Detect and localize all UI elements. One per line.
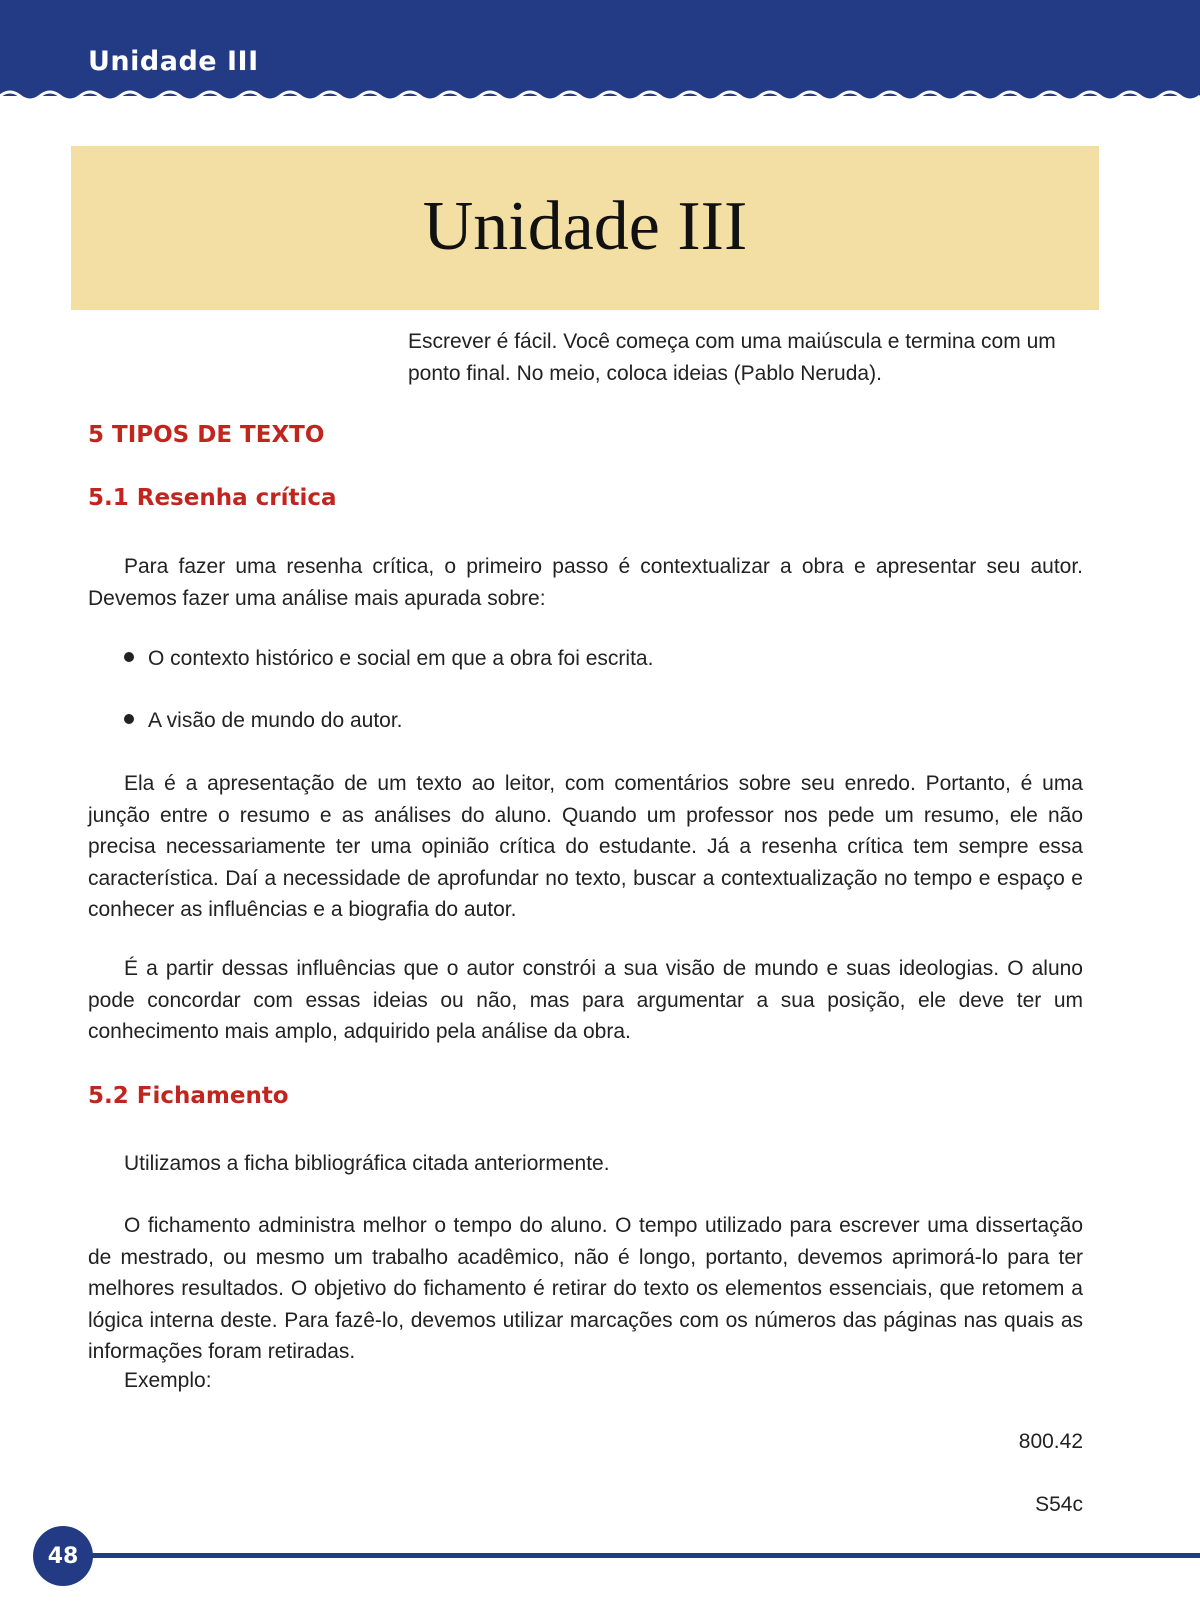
list-item <box>124 705 403 736</box>
paragraph-fichamento-intro: Utilizamos a ficha bibliográfica citada anteriormente. <box>124 1152 610 1175</box>
unit-title-banner <box>71 146 1099 310</box>
epigraph-quote: Escrever é fácil. Você começa com uma maiúscula e termina com um ponto final. No meio, coloca ideias (Pablo Neruda). <box>408 330 1056 385</box>
subsection-heading-resenha: 5.1 Resenha crítica <box>88 485 337 511</box>
cutter-code: S54c <box>1035 1493 1083 1516</box>
unit-title: Unidade III <box>422 188 748 265</box>
paragraph-resenha-influences: É a partir dessas influências que o autor constrói a sua visão de mundo e suas ideologias. O aluno pode concordar com essas ideias ou não, mas para argumentar a sua posição, ele deve ter um conhecimento mais amplo, adquirido pela análise da obra. <box>88 957 1083 1043</box>
bullet-icon <box>124 652 134 662</box>
header-unit-label: Unidade III <box>88 46 259 77</box>
paragraph-example-label: Exemplo: <box>124 1369 212 1392</box>
list-item <box>124 643 653 674</box>
paragraph-resenha-definition: Ela é a apresentação de um texto ao leitor, com comentários sobre seu enredo. Portanto, é uma junção entre o resumo e as análises do aluno. Quando um professor nos pede um resumo, ele não precisa necessariamente ter uma opinião crítica do estudante. Já a resenha crítica tem sempre essa característica. Daí a necessidade de aprofundar no texto, buscar a contextualização no tempo e espaço e conhecer as influências e a biografia do autor. <box>88 772 1083 921</box>
page-number-badge: 48 <box>33 1526 93 1586</box>
section-heading: 5 TIPOS DE TEXTO <box>88 422 325 448</box>
top-header-bar <box>0 0 1200 96</box>
subsection-heading-fichamento: 5.2 Fichamento <box>88 1083 289 1109</box>
paragraph-fichamento-body: O fichamento administra melhor o tempo do aluno. O tempo utilizado para escrever uma dissertação de mestrado, ou mesmo um trabalho acadêmico, não é longo, portanto, devemos aprimorá-lo para ter melhores resultados. O objetivo do fichamento é retirar do texto os elementos essenciais, que retomem a lógica interna deste. Para fazê-lo, devemos utilizar marcações com os números das páginas nas quais as informações foram retiradas. <box>88 1214 1083 1363</box>
paragraph-resenha-intro: Para fazer uma resenha crítica, o primeiro passo é contextualizar a obra e apresentar seu autor. Devemos fazer uma análise mais apurada sobre: <box>88 555 1083 610</box>
bullet-icon <box>124 714 134 724</box>
footer-rule <box>62 1553 1200 1558</box>
wave-divider <box>0 84 1200 108</box>
list-item-text: O contexto histórico e social em que a obra foi escrita. <box>148 647 654 670</box>
list-item-text: A visão de mundo do autor. <box>148 709 403 732</box>
call-number: 800.42 <box>1018 1430 1083 1453</box>
